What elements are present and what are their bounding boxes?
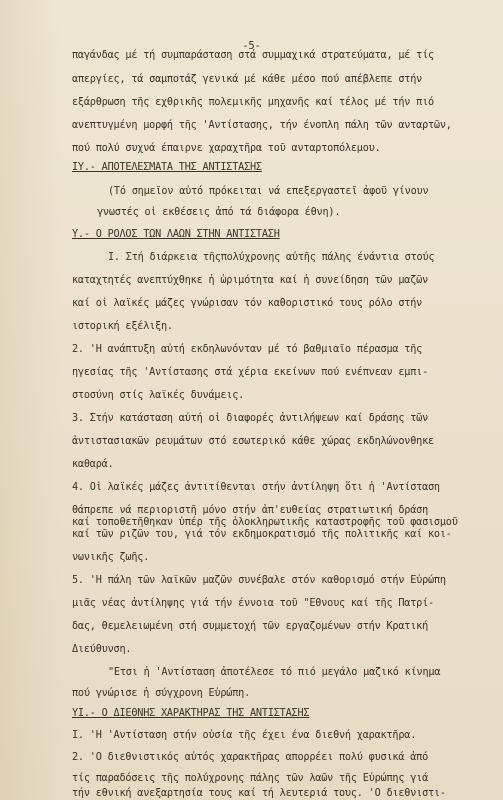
paper-stain (0, 0, 60, 800)
text-line: παγάνδας μέ τή συμπαράσταση στά συμμαχικά στρατεύματα, μέ τίς (72, 50, 434, 61)
text-line: 2. 'Ο διεθνιστικός αὐτός χαρακτῆρας απορρέει πολύ φυσικά ἀπό (72, 752, 429, 763)
text-line: πού πολύ συχνά έπαιρνε χαραχτῆρα τοῦ ανταρτοπόλεμου. (72, 143, 381, 154)
text-line: δας, θεμελειωμένη στή συμμετοχή τῶν εργαζομένων στήν Κρατική (72, 621, 429, 632)
text-line: "Ετσι ἡ 'Αντίσταση ἀποτέλεσε τό πιό μεγάλο μαζικό κίνημα (108, 667, 441, 678)
text-line: στοσύνη στίς λαϊκές δυνάμεις. (72, 390, 245, 401)
text-line: (Τό σημεῖον αὐτό πρόκειται νά επεξεργαστεῖ ἀφοῦ γίνουν (108, 186, 429, 197)
text-line: 5. 'Η πάλη τῶν λαϊκῶν μαζῶν συνέβαλε στόν καθορισμό στήν Εὐρώπη (72, 575, 446, 586)
text-line: 4. Οἱ λαϊκές μάζες ἀντιτίθενται στήν ἀντίληψη ὅτι ἡ 'Αντίσταση (72, 482, 440, 493)
text-line: θάπρεπε νά περιοριστῆ μόνο στήν ἀπ'ευθείας στρατιωτική δράση (72, 505, 429, 516)
text-line: καί τῶν ριζῶν του, γιά τόν εκδημοκρατισμό τῆς πολιτικῆς καί κοι- (72, 529, 452, 540)
text-line: ιστορική εξέλιξη. (72, 321, 173, 332)
text-line: τίς παραδόσεις τῆς πολύχρονης πάλης τῶν λαῶν τῆς Εὐρώπης γιά (72, 773, 429, 784)
page-number: -5- (242, 40, 261, 52)
text-line: καί τοποθετῆθηκαν ὑπέρ τῆς ὁλοκληρωτικῆς καταστροφῆς τοῦ φασισμοῦ (72, 517, 458, 528)
text-line: καταχτητές ανεπτύχθηκε ἡ ὡριμότητα καί ἡ συνείδηση τῶν μαζῶν (72, 275, 429, 286)
section-heading: IY.- ΑΠΟΤΕΛΕΣΜΑΤΑ ΤΗΣ ΑΝΤΙΣΤΑΣΗΣ (72, 162, 262, 173)
text-line: εξάρθρωση τῆς εχθρικῆς πολεμικῆς μηχανῆς καί τέλος μέ τήν πιό (72, 97, 434, 108)
text-line: καί οἱ λαϊκές μάζες γνώρισαν τόν καθοριστικό τους ρόλο στήν (72, 298, 423, 309)
text-line: μιᾶς νέας ἀντίληψης γιά τήν έννοια τοῦ "Εθνους καί τῆς Πατρί- (72, 598, 434, 609)
text-line: I. 'Η 'Αντίσταση στήν οὐσία τῆς έχει ένα διεθνή χαρακτῆρα. (72, 730, 417, 741)
text-line: απεργίες, τά σαμποτάζ γενικά μέ κάθε μέσο πού απέβλεπε στήν (72, 74, 423, 85)
text-line: νωνικῆς ζωῆς. (72, 552, 150, 563)
text-line: 3. Στήν κατάσταση αὐτή οἱ διαφορές ἀντιλήψεων καί δράσης τῶν (72, 413, 429, 424)
text-line: ἀντιστασιακῶν ρευμάτων στό εσωτερικό κάθε χώρας εκδηλώνονθηκε (72, 436, 434, 447)
text-line: καθαρά. (72, 459, 114, 470)
text-line: I. Στή διάρκεια τῆςπολύχρονης αὐτῆς πάλης ένάντια στούς (108, 252, 435, 263)
text-line: πού γνώρισε ἡ σύγχρονη Εὐρώπη. (72, 688, 251, 699)
text-line: 2. 'Η ανάπτυξη αὐτή εκδηλωνόνταν μέ τό βαθμιαῖο πέρασμα τῆς (72, 344, 423, 355)
text-line: ανεπτυγμένη μορφή τῆς 'Αντίστασης, τήν ένοπλη πάλη τῶν ανταρτῶν, (72, 120, 452, 131)
text-line: τήν εθνική ανεξαρτησία τους καί τή λευτεριά τους. 'Ο διεθνιστι- (72, 788, 446, 799)
section-heading: Y.- Ο ΡΟΛΟΣ ΤΩΝ ΛΑΩΝ ΣΤΗΝ ΑΝΤΙΣΤΑΣΗ (72, 229, 280, 240)
text-line: ηγεσίας τῆς 'Αντίστασης στά χέρια εκείνων πού ενέπνεαν εμπι- (72, 367, 429, 378)
text-line: γνωστές οἱ εκθέσεις ἀπό τά διάφορα έθνη). (97, 207, 341, 218)
section-heading: YI.- Ο ΔΙΕΘΝΗΣ ΧΑΡΑΚΤΗΡΑΣ ΤΗΣ ΑΝΤΙΣΤΑΣΗΣ (72, 708, 310, 719)
text-line: Διεύθυνση. (72, 644, 132, 655)
